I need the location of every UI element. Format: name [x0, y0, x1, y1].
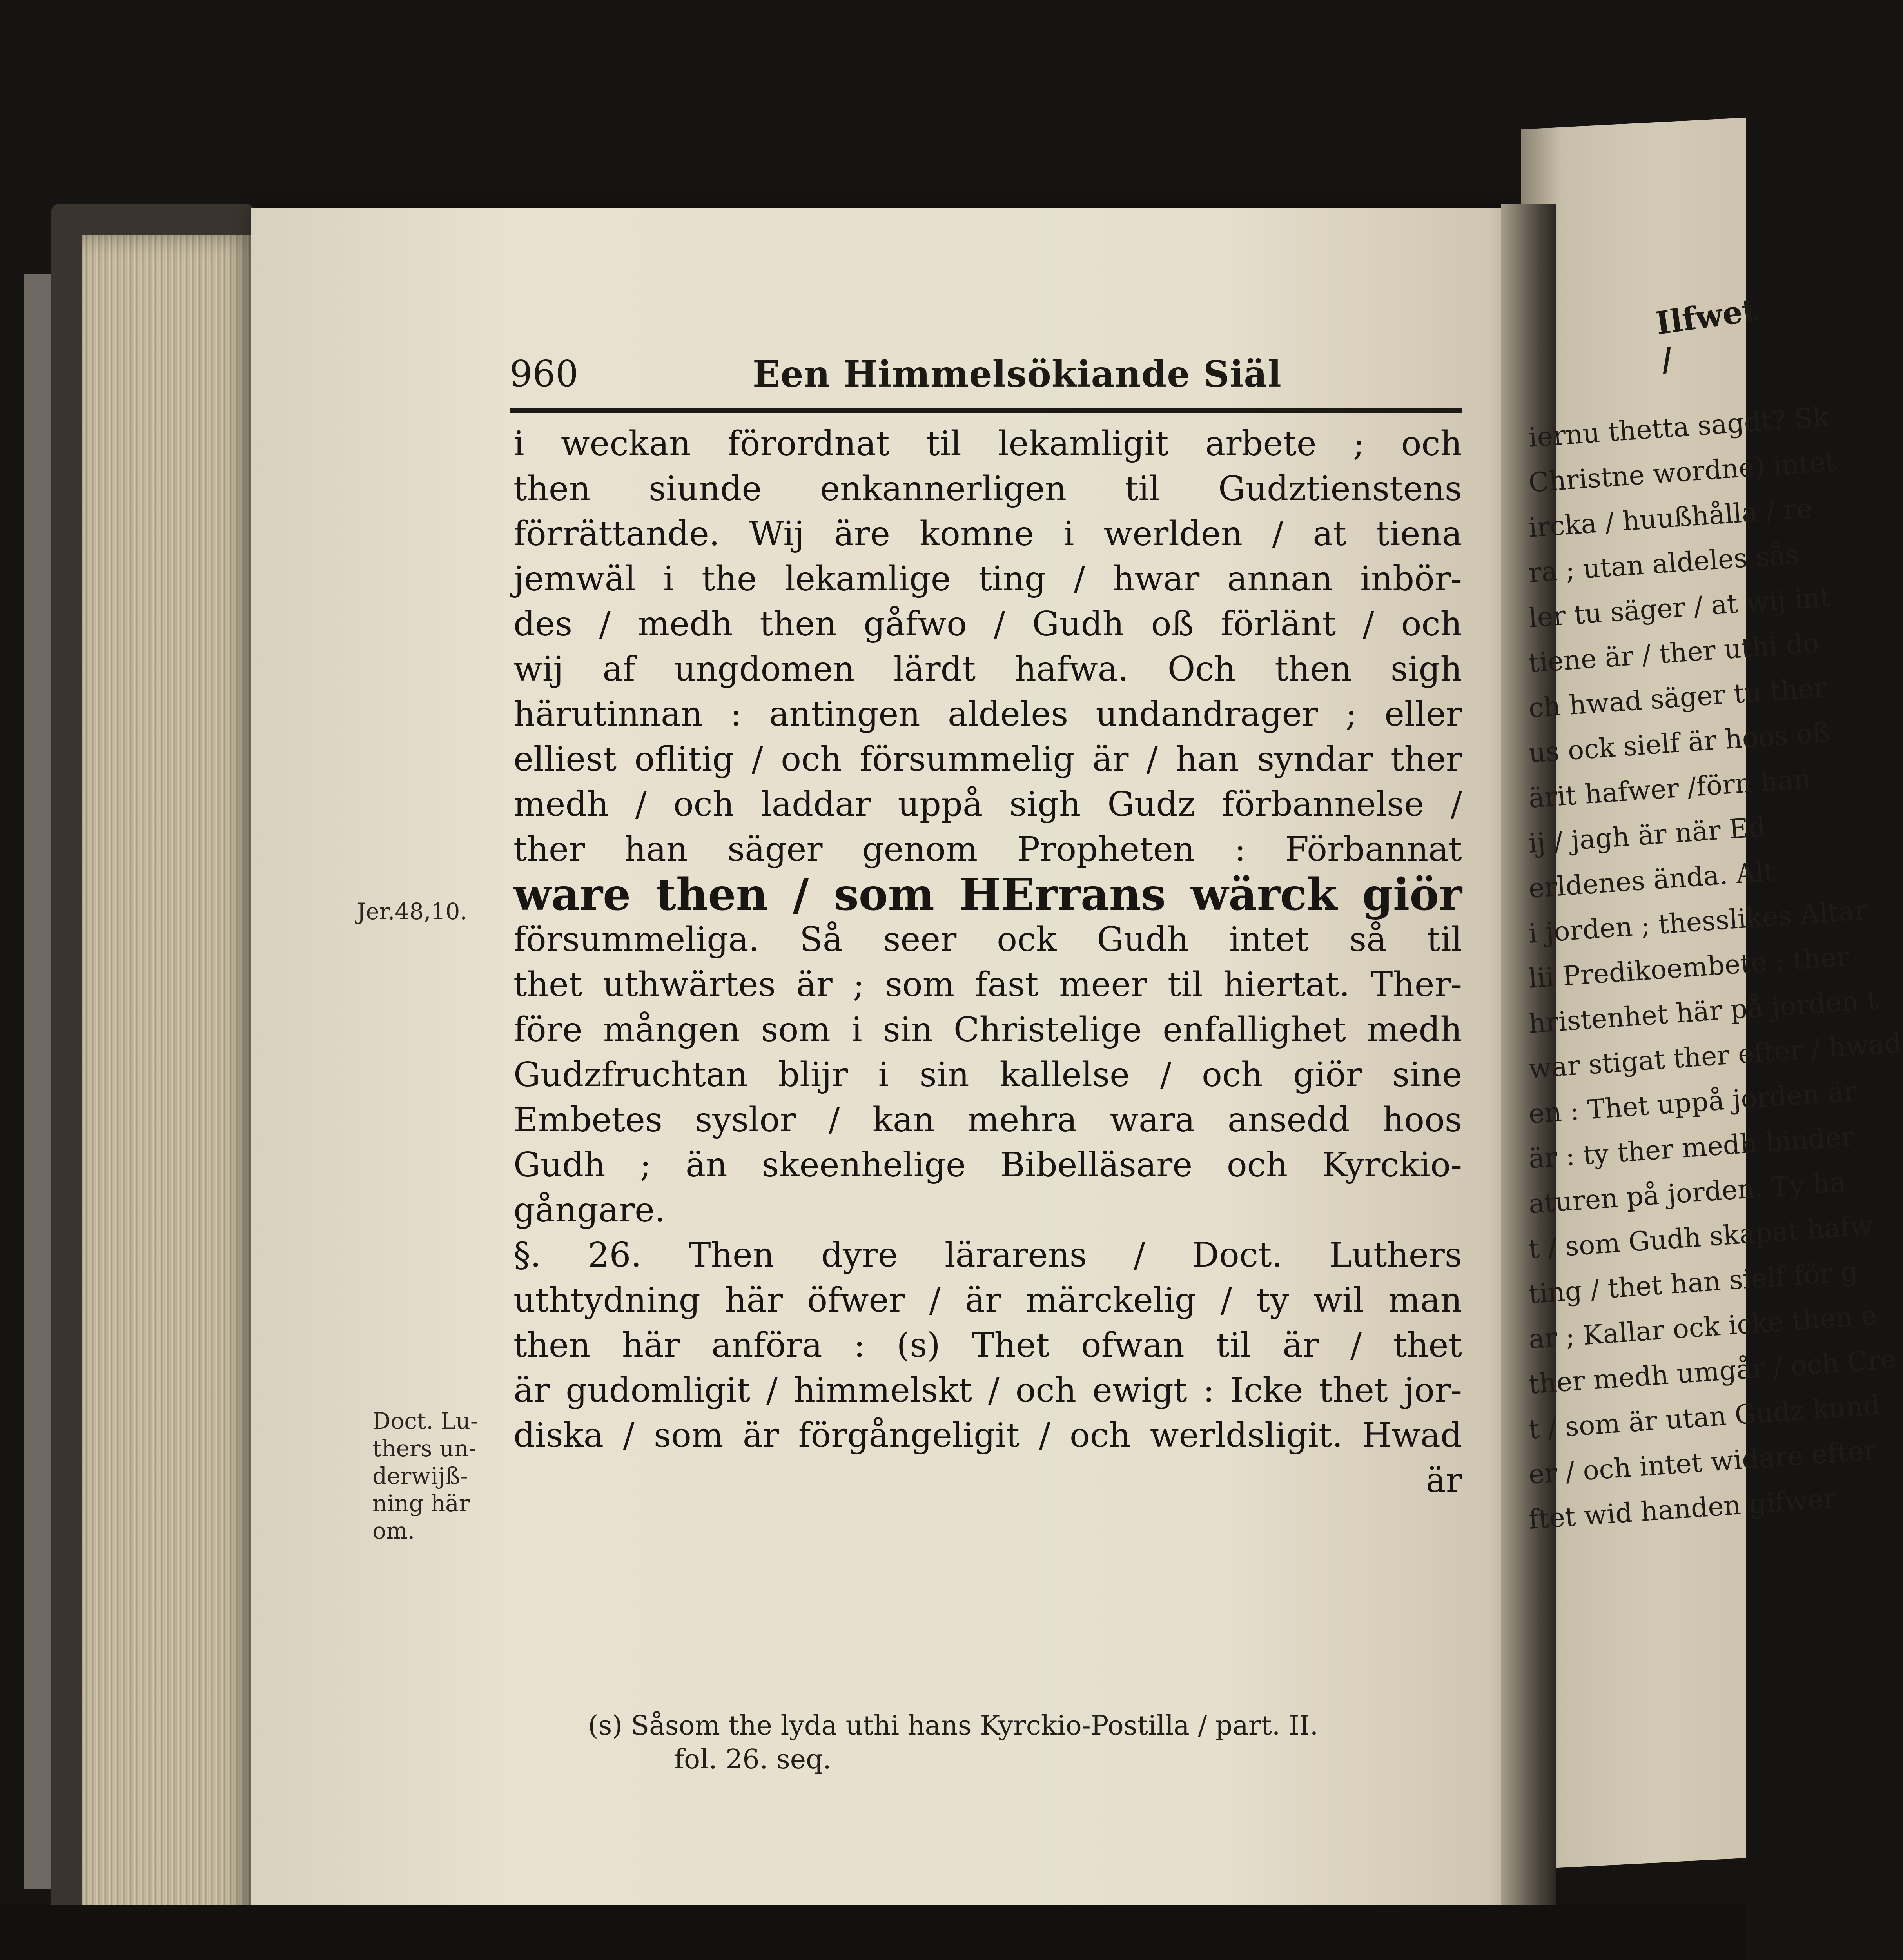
text-line: medh / och laddar uppå sigh Gudz förbannelse /: [513, 785, 1462, 824]
text-line: then siunde enkannerligen til Gudztienstens: [513, 469, 1462, 508]
main-text: [513, 421, 1462, 1503]
right-line: hristenhet här på jorden t: [1527, 984, 1879, 1040]
text-line: försummeliga. Så seer ock Gudh intet så til: [513, 920, 1462, 959]
section-line: §. 26. Then dyre lärarens / Doct. Luthers: [513, 1236, 1462, 1275]
text-line: uthtydning här öfwer / är märckelig / ty wil man: [513, 1281, 1462, 1320]
text-line: i weckan förordnat til lekamligit arbete ; och: [513, 424, 1462, 463]
right-line: erldenes ända. Alt: [1527, 856, 1776, 904]
text-line: wij af ungdomen lärdt hafwa. Och then sigh: [513, 650, 1462, 689]
marginal-line: derwijß-: [372, 1463, 468, 1489]
bottom-shadow: [0, 1905, 1746, 1960]
right-line: i jorden ; thesslikes Altar: [1527, 895, 1869, 949]
marginal-line: Doct. Lu-: [372, 1408, 478, 1434]
text-line: Gudzfruchtan blijr i sin kallelse / och giör sine: [513, 1055, 1462, 1094]
text-line: gångare.: [513, 1191, 666, 1230]
footnote-line: fol. 26. seq.: [674, 1744, 832, 1775]
text-line: Embetes syslor / kan mehra wara ansedd hoos: [513, 1100, 1462, 1140]
right-line: aturen på jorden. Ty ha: [1527, 1167, 1847, 1220]
right-line: en : Thet uppå jorden är: [1527, 1076, 1858, 1130]
right-line: ra ; utan aldeles sås: [1527, 539, 1800, 589]
marginal-line: ning här: [372, 1490, 470, 1517]
right-page-head: Ilfwet /: [1653, 291, 1759, 379]
marginal-line: om.: [372, 1517, 415, 1544]
running-title: Een Himmelsökiande Siäl: [753, 353, 1282, 395]
right-line: tiene är / ther uthi do: [1527, 628, 1820, 679]
right-line: t / som Gudh skapat hafw: [1527, 1210, 1874, 1265]
right-line: ting / thet han sielf för g: [1527, 1256, 1859, 1310]
text-line: härutinnan : antingen aldeles undandrager ; eller: [513, 695, 1462, 734]
text-line: ther han säger genom Propheten : Förbannat: [513, 830, 1462, 869]
right-page-text: [1527, 401, 1903, 1543]
right-line: ther medh umgår / och Cre: [1527, 1343, 1897, 1400]
right-line: iernu thetta sagdt? Sk: [1527, 401, 1830, 454]
page-edges: [82, 235, 255, 1933]
text-line: diska / som är förgångeligit / och werldsligit. Hwad: [513, 1416, 1462, 1455]
right-line: ftet wid handen gifwer: [1527, 1483, 1837, 1535]
text-line: förrättande. Wij äre komne i werlden / at tiena: [513, 514, 1462, 554]
text-line: Gudh ; än skeenhelige Bibelläsare och Kyrckio-: [513, 1145, 1462, 1185]
right-line: ircka / huußhålla / re: [1527, 493, 1813, 544]
right-line: ler tu säger / at wij int: [1527, 582, 1832, 634]
page-number: 960: [510, 353, 579, 395]
emphasis-line: ware then / som HErrans wärck giör: [513, 869, 1462, 920]
right-line: er / och intet widare efter: [1527, 1435, 1878, 1490]
text-line: des / medh then gåfwo / Gudh oß förlänt / och: [513, 604, 1462, 644]
text-line: then här anföra : (s) Thet ofwan til är / thet: [513, 1326, 1462, 1365]
text-line: är gudomligit / himmelskt / och ewigt : Icke thet jor-: [513, 1371, 1462, 1410]
catchword: är: [1426, 1461, 1462, 1500]
right-line: us ock sielf är hoos oß: [1527, 717, 1831, 769]
footnote: [588, 1709, 1318, 1777]
right-line: ärit hafwer /förn han: [1527, 763, 1812, 814]
right-line: lii Predikoembete : ther: [1527, 941, 1850, 995]
right-line: ij / jagh är när Ed: [1527, 811, 1767, 859]
right-line: war stigat ther efter / hwad: [1527, 1027, 1903, 1085]
footnote-line: (s) Såsom the lyda uthi hans Kyrckio-Postilla / part. II.: [588, 1710, 1319, 1741]
text-line: elliest oflitig / och försummelig är / han syndar ther: [513, 740, 1462, 779]
right-line: ch hwad säger tu ther: [1527, 672, 1828, 724]
text-line: thet uthwärtes är ; som fast meer til hiertat. Ther-: [513, 965, 1462, 1004]
marginal-note-jer: Jer.48,10.: [357, 898, 467, 925]
header-rule: [510, 408, 1462, 413]
marginal-note-doct: [372, 1407, 478, 1544]
right-line: är : ty ther medh binder: [1527, 1121, 1855, 1175]
right-line: Christne wordne) intet: [1527, 446, 1837, 499]
running-head: [510, 353, 1450, 400]
right-line: t / som är utan Gudz kund: [1527, 1390, 1881, 1445]
marginal-line: thers un-: [372, 1435, 477, 1462]
right-line: ar ; Kallar ock icke then e: [1527, 1299, 1878, 1355]
text-line: före mången som i sin Christelige enfallighet medh: [513, 1010, 1462, 1049]
text-line: jemwäl i the lekamlige ting / hwar annan inbör-: [513, 559, 1462, 599]
